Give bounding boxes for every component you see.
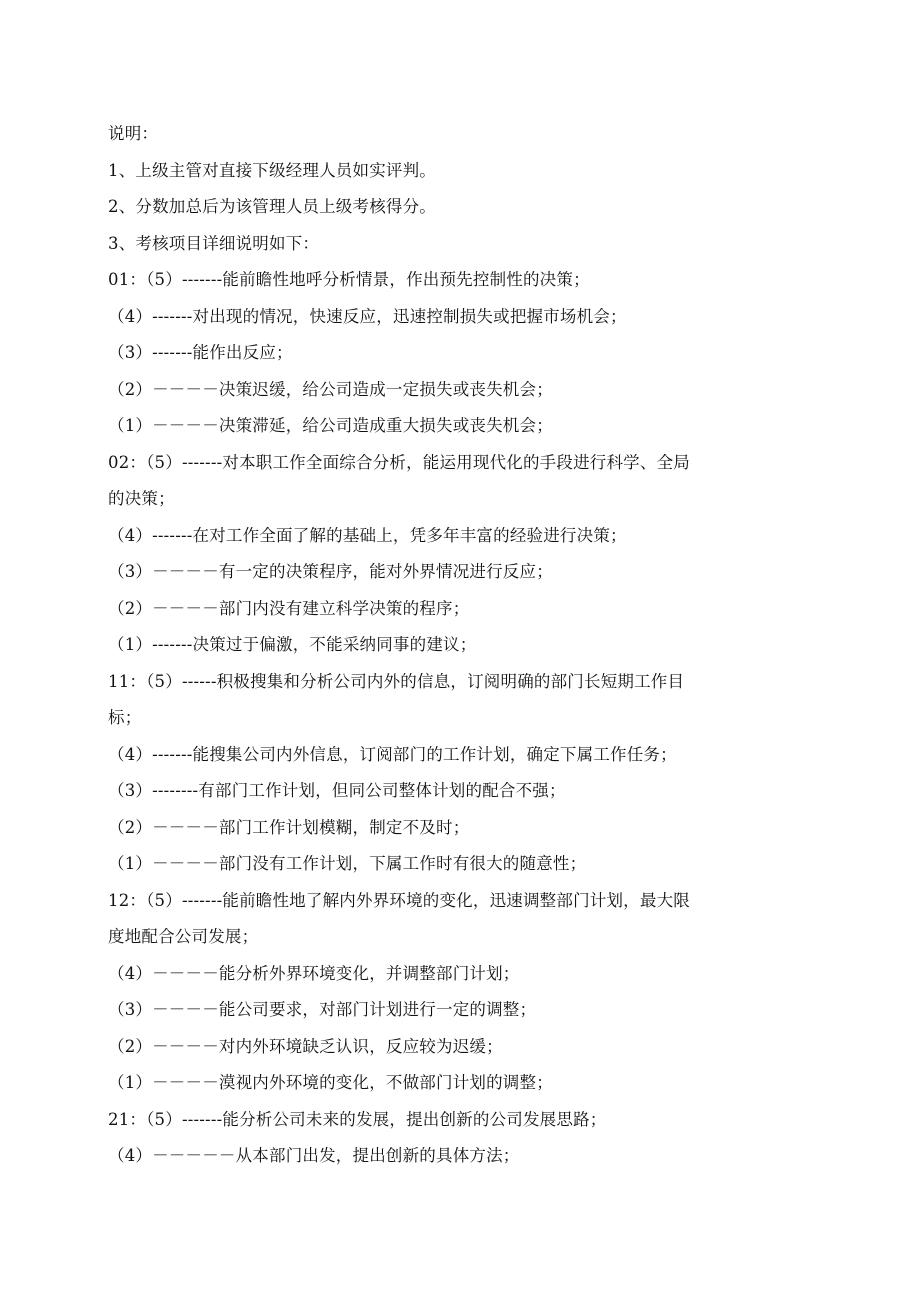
- item-11-level-5: 11：（5）------积极搜集和分析公司内外的信息，订阅明确的部门长短期工作目: [108, 671, 685, 691]
- item-01-level-1: （1）－－－－决策滞延，给公司造成重大损失或丧失机会；: [108, 416, 553, 435]
- item-01-level-5: 01：（5）-------能前瞻性地呼分析情景，作出预先控制性的决策；: [108, 270, 590, 289]
- item-02-level-1: （1）-------决策过于偏激，不能采纳同事的建议；: [108, 635, 477, 654]
- note-line-2: 2、分数加总后为该管理人员上级考核得分。: [108, 197, 436, 216]
- item-02-level-2: （2）－－－－部门内没有建立科学决策的程序；: [108, 598, 470, 618]
- note-line-3: 3、考核项目详细说明如下：: [108, 233, 320, 253]
- note-line-1: 1、上级主管对直接下级经理人员如实评判。: [108, 160, 436, 180]
- document-body: [108, 116, 808, 1175]
- item-12-level-5-cont: 度地配合公司发展；: [108, 927, 259, 946]
- item-02-level-3: （3）－－－－有一定的决策程序，能对外界情况进行反应；: [108, 562, 553, 581]
- item-11-level-1: （1）－－－－部门没有工作计划，下属工作时有很大的随意性；: [108, 854, 587, 873]
- item-12-level-3: （3）－－－－能公司要求，对部门计划进行一定的调整；: [108, 1000, 537, 1019]
- item-11-level-4: （4）-------能搜集公司内外信息，订阅部门的工作计划，确定下属工作任务；: [108, 744, 677, 764]
- item-12-level-2: （2）－－－－对内外环境缺乏认识，反应较为迟缓；: [108, 1036, 503, 1056]
- item-02-level-5-cont: 的决策；: [108, 489, 175, 508]
- item-12-level-5: 12：（5）-------能前瞻性地了解内外界环境的变化，迅速调整部门计划，最大限: [108, 890, 690, 910]
- item-11-level-3: （3）--------有部门工作计划，但同公司整体计划的配合不强；: [108, 781, 566, 800]
- item-12-level-1: （1）－－－－漠视内外环境的变化，不做部门计划的调整；: [108, 1073, 553, 1092]
- item-11-level-2: （2）－－－－部门工作计划模糊，制定不及时；: [108, 817, 470, 837]
- item-01-level-2: （2）－－－－决策迟缓，给公司造成一定损失或丧失机会；: [108, 379, 553, 399]
- notes-heading: 说明：: [108, 124, 159, 143]
- item-21-level-4: （4）－－－－－从本部门出发，提出创新的具体方法；: [108, 1146, 520, 1165]
- item-02-level-5: 02：（5）-------对本职工作全面综合分析，能运用现代化的手段进行科学、全局: [108, 452, 690, 472]
- item-02-level-4: （4）-------在对工作全面了解的基础上，凭多年丰富的经验进行决策；: [108, 525, 627, 545]
- item-01-level-4: （4）-------对出现的情况，快速反应，迅速控制损失或把握市场机会；: [108, 306, 627, 326]
- item-12-level-4: （4）－－－－能分析外界环境变化，并调整部门计划；: [108, 963, 520, 983]
- item-21-level-5: 21：（5）-------能分析公司未来的发展，提出创新的公司发展思路；: [108, 1109, 607, 1129]
- item-11-level-5-cont: 标；: [108, 708, 142, 727]
- item-01-level-3: （3）-------能作出反应；: [108, 343, 293, 362]
